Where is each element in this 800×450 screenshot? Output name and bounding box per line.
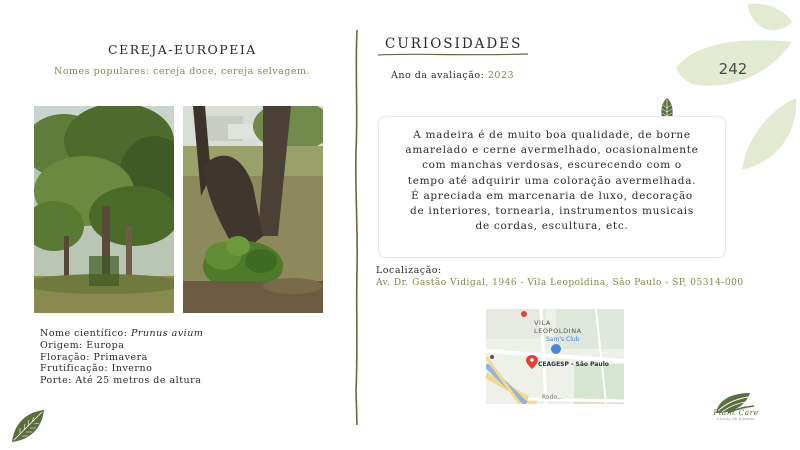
- evaluation-year-value: 2023: [487, 70, 515, 81]
- species-title: CEREJA-EUROPEIA: [108, 42, 257, 57]
- evaluation-year: [391, 70, 514, 81]
- page-number: 242: [718, 60, 748, 78]
- title-underline: [378, 52, 530, 58]
- location-label: Localização:: [376, 265, 442, 276]
- scientific-name-label: Nome científico:: [40, 328, 128, 339]
- location-address: Av. Dr. Gastão Vidigal, 1946 - Vila Leopoldina, São Paulo - SP, 05314-000: [376, 278, 744, 288]
- map-road-label: Rodo...: [542, 394, 563, 401]
- fruiting-line: Frutificação: Inverno: [40, 363, 153, 375]
- species-facts: [40, 328, 203, 387]
- brand-name: Plant Care: [713, 408, 759, 417]
- evaluation-year-label: Ano da avaliação:: [391, 70, 485, 81]
- shopping-pin-icon[interactable]: [551, 344, 561, 354]
- flowering-line: Floração: Primavera: [40, 351, 148, 363]
- origin-line: Origem: Europa: [40, 339, 125, 351]
- brand-tagline: escola de plantas: [717, 417, 755, 421]
- page-divider: [352, 30, 362, 425]
- scientific-name-line: [40, 328, 203, 340]
- scientific-name-value: Prunus avium: [130, 328, 204, 339]
- leaf-icon: [8, 406, 48, 446]
- map-store-label: Sam's Club: [546, 336, 580, 343]
- map-district-label: VILA LEOPOLDINA: [534, 319, 582, 335]
- size-line: Porte: Até 25 metros de altura: [40, 375, 202, 387]
- tree-canopy-photo: [34, 106, 174, 313]
- curiosities-title: CURIOSIDADES: [385, 36, 523, 52]
- popular-names: Nomes populares: cereja doce, cereja selvagem.: [54, 66, 311, 77]
- location-map[interactable]: [486, 309, 624, 404]
- tree-trunk-photo: [183, 106, 323, 313]
- map-place-label: CEAGESP - São Paulo: [538, 361, 609, 368]
- curiosity-text: A madeira é de muito boa qualidade, de borne amarelado e cerne avermelhado, ocasionalmente com manchas verdosas, escurecendo com o tempo até adquirir uma coloração avermelhada. É apreciada em marcenaria de luxo, decoração de interiores, tornearia, instrumentos musicais de cordas, escultura, etc.: [405, 129, 699, 233]
